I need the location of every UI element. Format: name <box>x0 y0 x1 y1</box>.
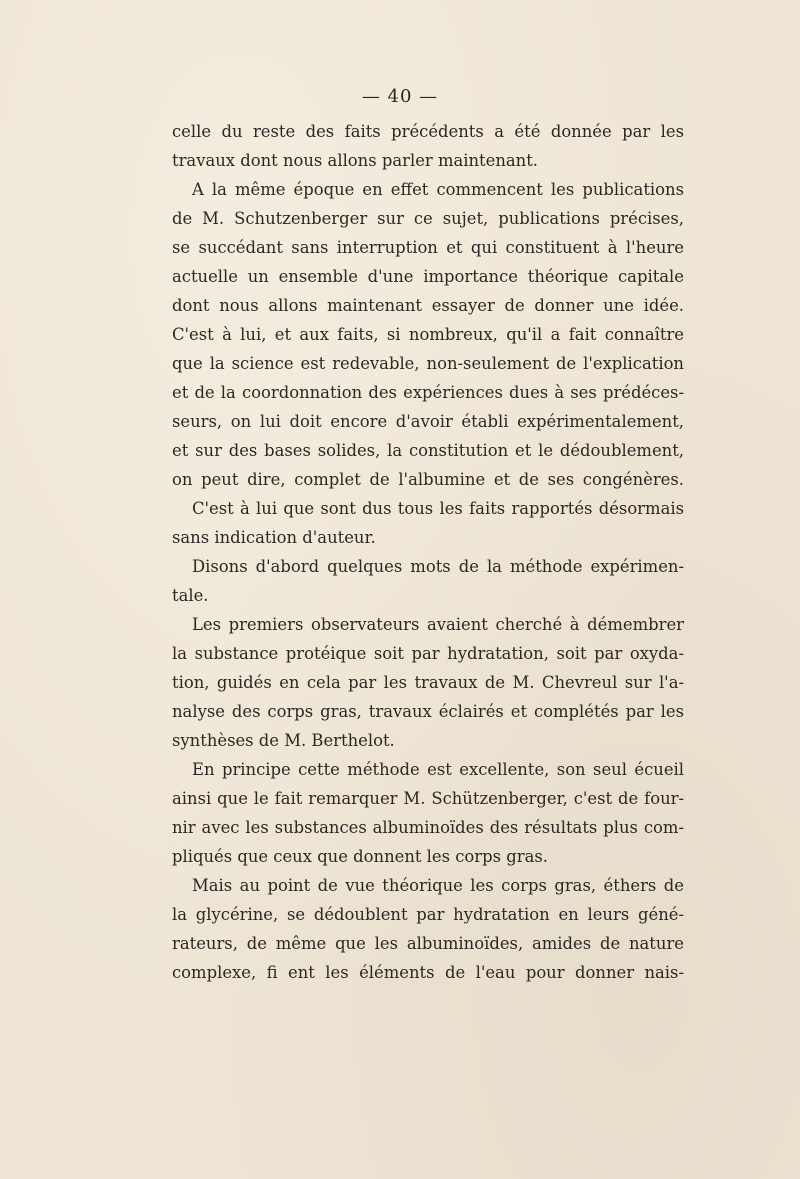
text-line: actuelle un ensemble d'une importance théorique capitale <box>172 267 684 286</box>
text-line: complexe, fi ent les éléments de l'eau pour donner nais- <box>172 963 684 982</box>
text-line: dont nous allons maintenant essayer de donner une idée. <box>172 296 684 315</box>
text-line: on peut dire, complet de l'albumine et de ses congénères. <box>172 470 684 489</box>
text-line: ainsi que le fait remarquer M. Schützenberger, c'est de four- <box>172 789 684 808</box>
text-line: En principe cette méthode est excellente, son seul écueil <box>192 760 684 779</box>
text-line: C'est à lui, et aux faits, si nombreux, qu'il a fait connaître <box>172 325 684 344</box>
text-line: A la même époque en effet commencent les publications <box>192 180 684 199</box>
text-line: rateurs, de même que les albuminoïdes, amides de nature <box>172 934 684 953</box>
text-line: C'est à lui que sont dus tous les faits rapportés désormais <box>192 499 684 518</box>
text-line: sans indication d'auteur. <box>172 528 376 547</box>
text-line: seurs, on lui doit encore d'avoir établi expérimentalement, <box>172 412 684 431</box>
text-line: tale. <box>172 586 209 605</box>
text-line: celle du reste des faits précédents a été donnée par les <box>172 122 684 141</box>
text-line: nir avec les substances albuminoïdes des résultats plus com- <box>172 818 684 837</box>
text-line: synthèses de M. Berthelot. <box>172 731 395 750</box>
text-line: Mais au point de vue théorique les corps gras, éthers de <box>192 876 684 895</box>
text-line: tion, guidés en cela par les travaux de M. Chevreul sur l'a- <box>172 673 684 692</box>
page-number-header: — 40 — <box>361 86 439 107</box>
text-line: Disons d'abord quelques mots de la méthode expérimen- <box>192 557 684 576</box>
text-line: la substance protéique soit par hydratation, soit par oxyda- <box>172 644 684 663</box>
text-line: et de la coordonnation des expériences dues à ses prédéces- <box>172 383 684 402</box>
text-line: et sur des bases solides, la constitution et le dédoublement, <box>172 441 684 460</box>
text-line: se succédant sans interruption et qui constituent à l'heure <box>172 238 684 257</box>
text-line: de M. Schutzenberger sur ce sujet, publications précises, <box>172 209 684 228</box>
text-line: nalyse des corps gras, travaux éclairés et complétés par les <box>172 702 684 721</box>
text-line: Les premiers observateurs avaient cherché à démembrer <box>192 615 684 634</box>
text-line: pliqués que ceux que donnent les corps gras. <box>172 847 548 866</box>
text-line: travaux dont nous allons parler maintenant. <box>172 151 539 170</box>
body-text <box>172 117 684 987</box>
text-line: que la science est redevable, non-seulement de l'explication <box>172 354 684 373</box>
text-line: la glycérine, se dédoublent par hydratation en leurs géné- <box>172 905 684 924</box>
